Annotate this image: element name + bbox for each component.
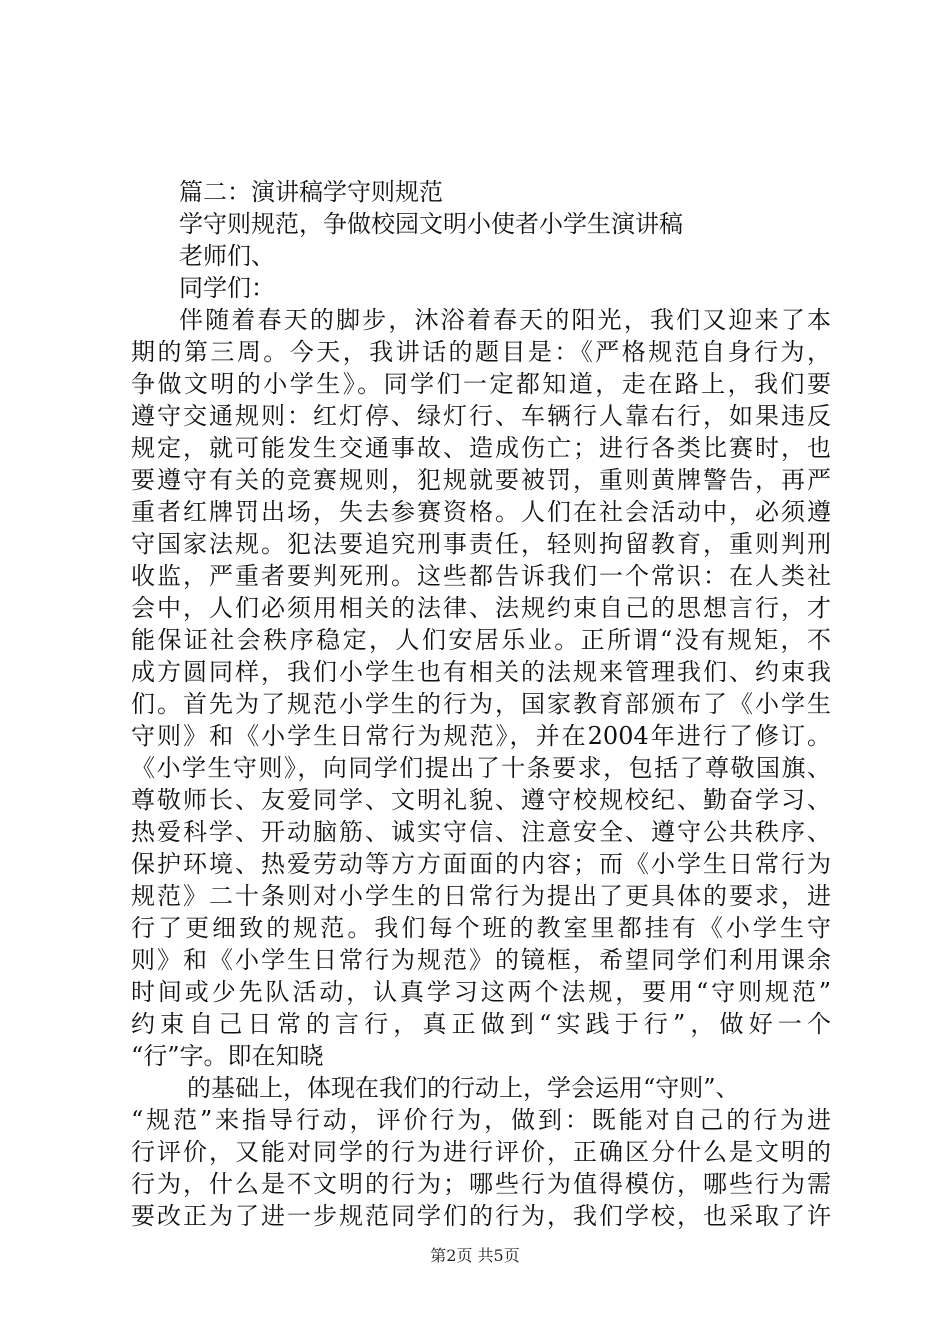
body-line: 守则》和《小学生日常行为规范》，并在2004年进行了修订。	[131, 722, 831, 750]
body-line: 伴随着春天的脚步，沐浴着春天的阳光，我们又迎来了本	[179, 306, 831, 334]
body-line: 能保证社会秩序稳定，人们安居乐业。正所谓“没有规矩，不	[131, 626, 831, 654]
body-line: 争做文明的小学生》。同学们一定都知道，走在路上，我们要	[131, 370, 831, 398]
body-line: 重者红牌罚出场，失去参赛资格。人们在社会活动中，必须遵	[131, 498, 831, 526]
body-line: 尊敬师长、友爱同学、文明礼貌、遵守校规校纪、勤奋学习、	[131, 786, 831, 814]
body-line: 则》和《小学生日常行为规范》的镜框，希望同学们利用课余	[131, 946, 831, 974]
body-line: 约束自己日常的言行，真正做到“实践于行”，做好一个	[131, 1010, 831, 1038]
body-line: 规定，就可能发生交通事故、造成伤亡；进行各类比赛时，也	[131, 434, 831, 462]
salutation-teachers: 老师们、	[179, 242, 275, 270]
body-line: 时间或少先队活动，认真学习这两个法规，要用“守则规范”	[131, 978, 831, 1006]
body-line: 的基础上，体现在我们的行动上，学会运用“守则”、	[187, 1074, 740, 1102]
body-line: 们。首先为了规范小学生的行为，国家教育部颁布了《小学生	[131, 690, 831, 718]
body-line: “行”字。即在知晓	[131, 1042, 324, 1070]
body-line: 成方圆同样，我们小学生也有相关的法规来管理我们、约束我	[131, 658, 831, 686]
salutation-students: 同学们：	[179, 274, 275, 302]
speech-title: 学守则规范，争做校园文明小使者小学生演讲稿	[179, 210, 683, 238]
body-line: 规范》二十条则对小学生的日常行为提出了更具体的要求，进	[131, 882, 831, 910]
body-line: 会中，人们必须用相关的法律、法规约束自己的思想言行，才	[131, 594, 831, 622]
body-line: 《小学生守则》，向同学们提出了十条要求，包括了尊敬国旗、	[131, 754, 831, 782]
body-line: 守国家法规。犯法要追究刑事责任，轻则拘留教育，重则判刑	[131, 530, 831, 558]
page-number-footer: 第2页 共5页	[430, 1246, 520, 1265]
body-line: 收监，严重者要判死刑。这些都告诉我们一个常识：在人类社	[131, 562, 831, 590]
body-line: 热爱科学、开动脑筋、诚实守信、注意安全、遵守公共秩序、	[131, 818, 831, 846]
section-heading: 篇二：演讲稿学守则规范	[179, 178, 443, 206]
body-line: 要遵守有关的竞赛规则，犯规就要被罚，重则黄牌警告，再严	[131, 466, 831, 494]
body-line: 遵守交通规则：红灯停、绿灯行、车辆行人靠右行，如果违反	[131, 402, 831, 430]
body-line: 期的第三周。今天，我讲话的题目是：《严格规范自身行为，	[131, 338, 831, 366]
body-line: 行为，什么是不文明的行为；哪些行为值得模仿，哪些行为需	[131, 1170, 831, 1198]
body-line: 要改正为了进一步规范同学们的行为，我们学校，也采取了许	[131, 1202, 831, 1230]
body-line: 保护环境、热爱劳动等方方面面的内容；而《小学生日常行为	[131, 850, 831, 878]
body-line: 行评价，又能对同学的行为进行评价，正确区分什么是文明的	[131, 1138, 831, 1166]
body-line: “规范”来指导行动，评价行为，做到：既能对自己的行为进	[131, 1106, 831, 1134]
body-line: 行了更细致的规范。我们每个班的教室里都挂有《小学生守	[131, 914, 831, 942]
